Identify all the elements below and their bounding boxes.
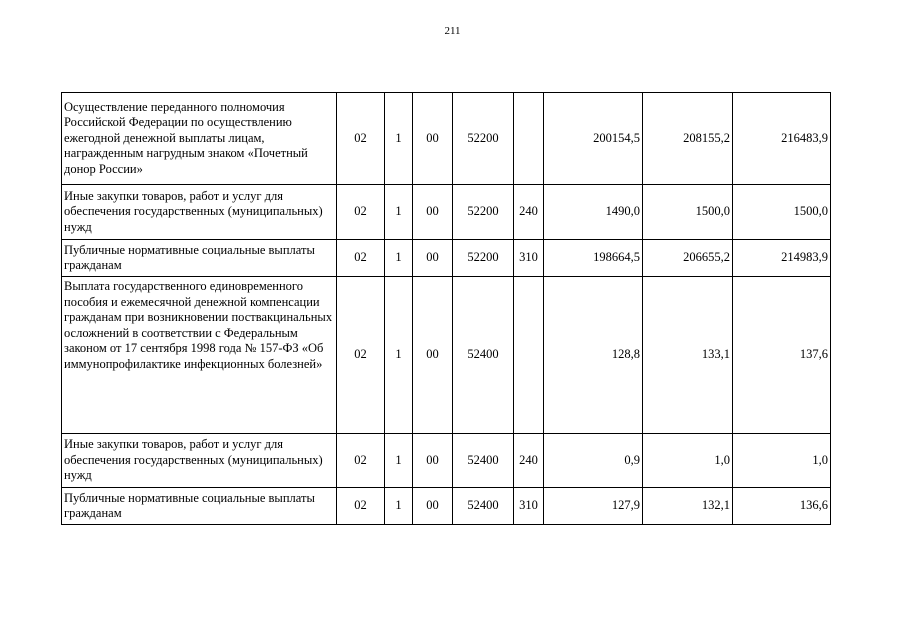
row-description: Выплата государственного единовременного пособия и ежемесячной денежной компенсации гражданам при возникновении поствакцинальных осложнений в соответствии с Федеральным законом от 17 сентября 1998 года № 157-ФЗ «Об иммунопрофилактике инфекционных болезней» <box>62 277 337 434</box>
table-row <box>62 488 831 525</box>
section-cell: 02 <box>337 434 385 488</box>
subsection-cell: 1 <box>385 434 413 488</box>
page-number: 211 <box>444 25 461 37</box>
row-description: Осуществление переданного полномочия Российской Федерации по осуществлению ежегодной денежной выплаты лицам, награжденным нагрудным знаком «Почетный донор России» <box>62 93 337 185</box>
subsection-cell: 1 <box>385 277 413 434</box>
subsection-cell: 1 <box>385 93 413 185</box>
expense-type-cell <box>514 277 544 434</box>
row-description: Иные закупки товаров, работ и услуг для обеспечения государственных (муниципальных) нужд <box>62 434 337 488</box>
amount-year3-cell: 1500,0 <box>733 185 831 240</box>
code-cell: 52400 <box>453 434 514 488</box>
amount-year2-cell: 1500,0 <box>643 185 733 240</box>
subsection-cell: 1 <box>385 240 413 277</box>
amount-year1-cell: 0,9 <box>544 434 643 488</box>
section-cell: 02 <box>337 93 385 185</box>
section-cell: 02 <box>337 277 385 434</box>
code-cell: 52200 <box>453 93 514 185</box>
amount-year1-cell: 200154,5 <box>544 93 643 185</box>
row-description: Публичные нормативные социальные выплаты гражданам <box>62 488 337 525</box>
table-row <box>62 277 831 434</box>
amount-year2-cell: 206655,2 <box>643 240 733 277</box>
table-row <box>62 93 831 185</box>
table-row <box>62 434 831 488</box>
program-cell: 00 <box>413 434 453 488</box>
expense-type-cell: 310 <box>514 240 544 277</box>
table-row <box>62 240 831 277</box>
program-cell: 00 <box>413 488 453 525</box>
program-cell: 00 <box>413 185 453 240</box>
row-description: Иные закупки товаров, работ и услуг для обеспечения государственных (муниципальных) нужд <box>62 185 337 240</box>
expense-type-cell <box>514 93 544 185</box>
amount-year1-cell: 128,8 <box>544 277 643 434</box>
amount-year2-cell: 133,1 <box>643 277 733 434</box>
expense-type-cell: 310 <box>514 488 544 525</box>
expense-type-cell: 240 <box>514 185 544 240</box>
section-cell: 02 <box>337 185 385 240</box>
amount-year2-cell: 208155,2 <box>643 93 733 185</box>
row-description: Публичные нормативные социальные выплаты гражданам <box>62 240 337 277</box>
subsection-cell: 1 <box>385 488 413 525</box>
program-cell: 00 <box>413 277 453 434</box>
program-cell: 00 <box>413 93 453 185</box>
budget-table <box>61 92 831 525</box>
code-cell: 52200 <box>453 240 514 277</box>
code-cell: 52400 <box>453 277 514 434</box>
table-row <box>62 185 831 240</box>
amount-year3-cell: 1,0 <box>733 434 831 488</box>
expense-type-cell: 240 <box>514 434 544 488</box>
amount-year2-cell: 132,1 <box>643 488 733 525</box>
code-cell: 52400 <box>453 488 514 525</box>
subsection-cell: 1 <box>385 185 413 240</box>
amount-year1-cell: 198664,5 <box>544 240 643 277</box>
amount-year3-cell: 214983,9 <box>733 240 831 277</box>
code-cell: 52200 <box>453 185 514 240</box>
amount-year3-cell: 137,6 <box>733 277 831 434</box>
section-cell: 02 <box>337 488 385 525</box>
amount-year3-cell: 216483,9 <box>733 93 831 185</box>
program-cell: 00 <box>413 240 453 277</box>
section-cell: 02 <box>337 240 385 277</box>
amount-year2-cell: 1,0 <box>643 434 733 488</box>
amount-year1-cell: 1490,0 <box>544 185 643 240</box>
amount-year1-cell: 127,9 <box>544 488 643 525</box>
amount-year3-cell: 136,6 <box>733 488 831 525</box>
